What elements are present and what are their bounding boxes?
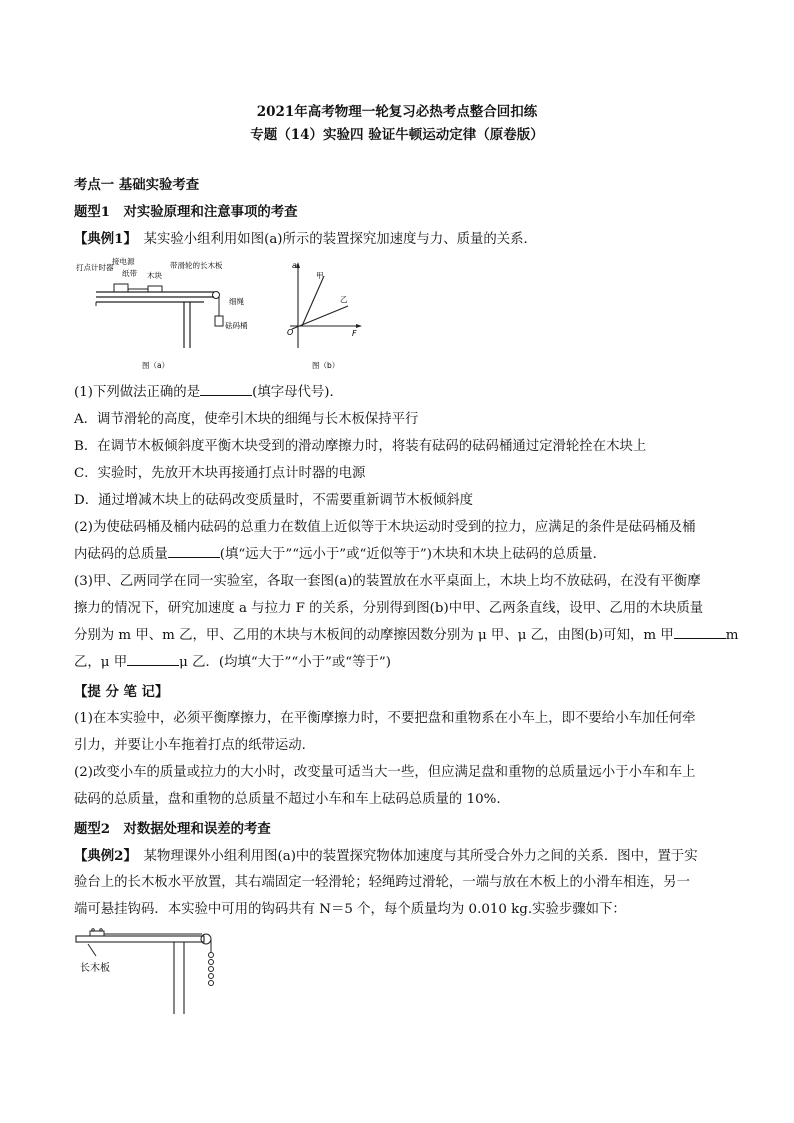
timer-box [114, 284, 128, 292]
example1-label: 【典例1】 [74, 231, 131, 247]
line-jia-label: 甲 [316, 271, 324, 280]
notes-heading: 【提 分 笔 记】 [74, 684, 169, 700]
pulley [201, 934, 211, 944]
block-box [148, 286, 162, 292]
option-a: A．调节滑轮的高度，使牵引木块的细绳与长木板保持平行 [74, 412, 419, 427]
figure-a-caption: 图（a） [142, 361, 170, 370]
cart [90, 931, 104, 936]
figure-b-caption: 图（b） [312, 361, 340, 370]
label-tape: 纸带 [122, 269, 137, 278]
line-yi-label: 乙 [340, 295, 348, 304]
question2-line2: 内砝码的总质量 (填“远大于”“远小于”或“近似等于”)木块和木块上砝码的总质量． [74, 547, 607, 562]
example2-label: 【典例2】 [74, 848, 131, 864]
question2-line1: (2)为使砝码桶及桶内砝码的总重力在数值上近似等于木块运动时受到的拉力，应满足的条件是砝码桶及桶 [74, 520, 696, 535]
axis-f-label: F [352, 329, 357, 338]
note2-line1: (2)改变小车的质量或拉力的大小时，改变量可适当大一些，但应满足盘和重物的总质量远小于小车和车上 [74, 765, 696, 780]
section-heading: 考点一 基础实验考查 [74, 177, 200, 193]
option-c: C．实验时，先放开木块再接通打点计时器的电源 [74, 466, 366, 481]
figure-2 [74, 926, 234, 1016]
question1: (1)下列做法正确的是 (填字母代号)． [74, 385, 343, 400]
answer-blank [200, 383, 252, 396]
question3-line2: 擦力的情况下，研究加速度 a 与拉力 F 的关系，分别得到图(b)中甲、乙两条直线，设甲、乙用的木块质量 [74, 601, 704, 616]
board-label: 长木板 [80, 963, 110, 974]
note2-line2: 砝码的总质量，盘和重物的总质量不超过小车和车上砝码总质量的 10%. [74, 792, 501, 807]
example2-line2: 验台上的长木板水平放置，其右端固定一轻滑轮；轻绳跨过滑轮，一端与放在木板上的小滑车相连，另一 [74, 875, 690, 890]
document-title: 2021年高考物理一轮复习必热考点整合回扣练 [256, 104, 538, 120]
label-block: 木块 [147, 271, 162, 280]
label-string: 细绳 [229, 297, 244, 306]
option-b: B．在调节木板倾斜度平衡木块受到的滑动摩擦力时，将装有砝码的砝码桶通过定滑轮拴在木块上 [74, 439, 647, 454]
axis-a-label: a [292, 261, 297, 270]
answer-blank [674, 626, 726, 639]
long-board [76, 936, 204, 942]
label-board: 带滑轮的长木板 [170, 261, 223, 270]
label-bucket: 砝码桶 [225, 321, 248, 330]
type1-heading: 题型1 对实验原理和注意事项的考查 [74, 204, 298, 220]
label-power: 接电源 [112, 257, 135, 266]
document-subtitle: 专题（14）实验四 验证牛顿运动定律（原卷版） [250, 127, 544, 143]
note1-line1: (1)在本实验中，必须平衡摩擦力，在平衡摩擦力时，不要把盘和重物系在小车上，即不要给小车加任何牵 [74, 711, 696, 726]
question3-line1: (3)甲、乙两同学在同一实验室，各取一套图(a)的装置放在水平桌面上，木块上均不放砝码，在没有平衡摩 [74, 574, 701, 589]
example1-intro [74, 229, 537, 250]
example2-line3: 端可悬挂钩码．本实验中可用的钩码共有 N＝5 个，每个质量均为 0.010 kg.实验步骤如下： [74, 902, 626, 917]
question3-line4: 乙，μ 甲 μ 乙．(均填“大于”“小于”或“等于”) [74, 655, 391, 670]
answer-blank [168, 545, 220, 558]
pulley [213, 292, 220, 299]
figure-a [74, 256, 248, 374]
example1-text: 某实验小组利用如图(a)所示的装置探究加速度与力、质量的关系． [130, 232, 537, 247]
line-jia [302, 276, 324, 326]
weight-bucket [215, 316, 223, 326]
origin-label: O [287, 328, 294, 337]
figure-b [280, 256, 370, 374]
hook-weight [209, 953, 214, 958]
label-timer: 打点计时器 [76, 263, 114, 272]
answer-blank [127, 653, 179, 666]
example2-line1: 【典例2】 某物理课外小组利用图(a)中的装置探究物体加速度与其所受合外力之间的关系．图中，置于实 [74, 848, 698, 864]
question3-line3: 分别为 m 甲、m 乙，甲、乙用的木块与木板间的动摩擦因数分别为 μ 甲、μ 乙，由图(b)可知，m 甲 m [74, 628, 739, 643]
option-d: D．通过增减木块上的砝码改变质量时，不需要重新调节木板倾斜度 [74, 493, 474, 508]
note1-line2: 引力，并要让小车拖着打点的纸带运动． [74, 738, 316, 753]
type2-heading: 题型2 对数据处理和误差的考查 [74, 821, 271, 837]
